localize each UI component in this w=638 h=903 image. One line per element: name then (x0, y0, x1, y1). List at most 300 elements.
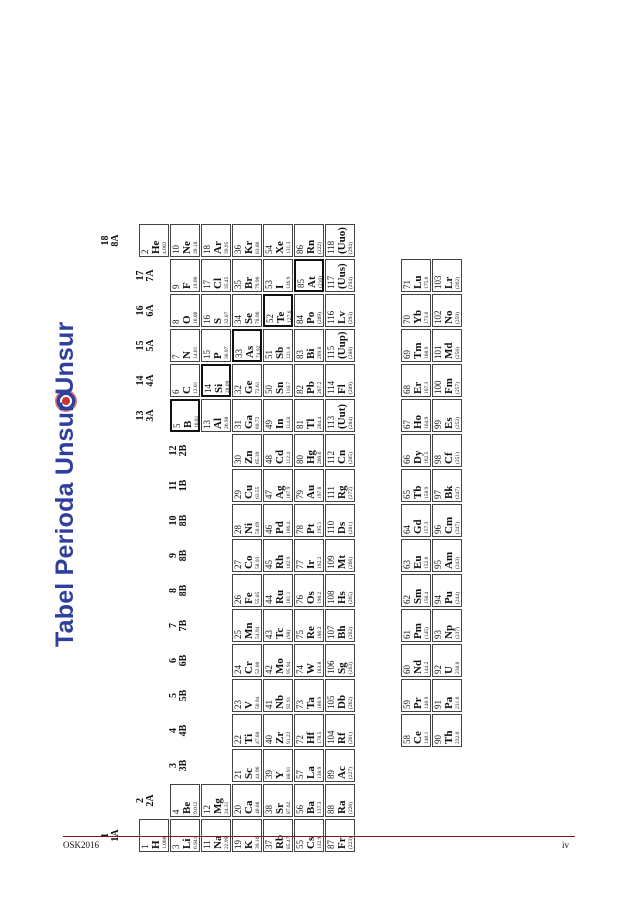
atomic-number: 41 (264, 700, 274, 709)
atomic-number: 118 (326, 240, 336, 254)
element-cell (325, 574, 355, 607)
atomic-mass: 168.9 (423, 346, 430, 359)
element-symbol: Ds (335, 521, 348, 534)
element-symbol: C (180, 386, 193, 394)
atomic-mass: (222) (316, 242, 323, 254)
atomic-mass: 207.2 (316, 381, 323, 394)
element-cell (401, 679, 431, 712)
atomic-mass: (263) (347, 662, 354, 674)
atomic-mass: 121.8 (285, 346, 292, 359)
page-title: Tabel Perioda Unsur Unsur (51, 321, 79, 647)
atomic-number: 77 (295, 560, 305, 569)
element-cell (401, 574, 431, 607)
group-number: 13 (135, 410, 146, 421)
atomic-number: 23 (233, 700, 243, 709)
element-cell (201, 329, 231, 362)
group-header (169, 504, 189, 537)
atomic-number: 75 (295, 630, 305, 639)
atomic-mass: 197.0 (316, 486, 323, 499)
atomic-number: 69 (402, 350, 412, 359)
atomic-mass: 106.4 (285, 521, 292, 534)
group-header (169, 679, 189, 712)
element-symbol: Ce (411, 731, 424, 744)
atomic-mass: 162.5 (423, 451, 430, 464)
atomic-number: 94 (433, 595, 443, 604)
element-symbol: I (273, 284, 286, 289)
atomic-number: 68 (402, 385, 412, 394)
atomic-mass: 180.9 (316, 696, 323, 709)
element-symbol: Ba (304, 801, 317, 814)
atomic-mass: 47.88 (254, 731, 261, 744)
atomic-mass: 140.9 (423, 696, 430, 709)
element-symbol: (Uup) (335, 331, 348, 359)
atomic-number: 106 (326, 660, 336, 674)
atomic-number: 81 (295, 420, 305, 429)
element-cell (232, 749, 262, 782)
atomic-mass: 167.3 (423, 381, 430, 394)
atomic-mass: 72.61 (254, 381, 261, 394)
atomic-mass: (294) (347, 242, 354, 254)
atomic-number: 103 (433, 275, 443, 289)
atomic-mass: 173.0 (423, 311, 430, 324)
atomic-mass: 74.92 (255, 345, 262, 358)
atomic-mass: (261) (347, 732, 354, 744)
element-symbol: Mn (242, 622, 255, 639)
atomic-number: 57 (295, 770, 305, 779)
element-cell (170, 364, 200, 397)
footer-left: OSK2016 (63, 840, 100, 850)
group-header (136, 399, 156, 432)
atomic-number: 86 (295, 245, 305, 254)
element-symbol: Cm (442, 516, 455, 534)
element-cell (325, 504, 355, 537)
atomic-mass: 30.97 (223, 346, 230, 359)
atomic-number: 1 (140, 844, 150, 849)
group-number: 16 (135, 305, 146, 316)
element-cell (432, 469, 462, 502)
element-cell (201, 224, 231, 257)
atomic-mass: 58.69 (254, 521, 261, 534)
atomic-mass: 195.1 (316, 521, 323, 534)
element-cell (201, 784, 231, 817)
element-cell (232, 784, 262, 817)
atomic-mass: 85.47 (285, 836, 292, 849)
element-symbol: N (180, 351, 193, 359)
group-number: 1 (100, 833, 111, 838)
element-cell (294, 364, 324, 397)
group-subtitle: 5A (145, 339, 156, 352)
atomic-mass: (244) (454, 592, 461, 604)
atomic-mass: 178.5 (316, 731, 323, 744)
group-number: 4 (168, 728, 179, 733)
element-cell (294, 749, 324, 782)
element-symbol: Pd (273, 521, 286, 534)
atomic-mass: 26.98 (223, 416, 230, 429)
atomic-number: 31 (233, 420, 243, 429)
element-cell (325, 609, 355, 642)
group-subtitle: 6B (178, 654, 189, 667)
element-symbol: Fl (335, 384, 348, 394)
element-cell (294, 574, 324, 607)
element-symbol: Sr (273, 803, 286, 814)
element-cell (401, 469, 431, 502)
element-symbol: Gd (411, 519, 424, 534)
atomic-number: 89 (326, 770, 336, 779)
atomic-mass: (145) (423, 627, 430, 639)
element-cell (325, 434, 355, 467)
element-symbol: Cu (242, 484, 255, 499)
element-cell (325, 714, 355, 747)
atomic-number: 112 (326, 450, 336, 464)
atomic-mass: 158.9 (423, 486, 430, 499)
element-cell (432, 259, 462, 292)
atomic-number: 16 (202, 315, 212, 324)
element-cell (401, 329, 431, 362)
atomic-number: 110 (326, 520, 336, 534)
element-cell (232, 469, 262, 502)
atomic-number: 79 (295, 490, 305, 499)
group-header (169, 644, 189, 677)
element-symbol: Li (180, 838, 193, 849)
atomic-number: 33 (234, 349, 244, 358)
element-cell (263, 329, 293, 362)
element-cell (294, 469, 324, 502)
atomic-mass: 126.9 (285, 276, 292, 289)
element-symbol: Md (442, 342, 455, 359)
element-symbol: Zr (273, 731, 286, 744)
element-cell (401, 609, 431, 642)
element-cell (294, 679, 324, 712)
atomic-number: 26 (233, 595, 243, 604)
element-symbol: Ge (242, 380, 255, 394)
atomic-number: 84 (295, 315, 305, 324)
element-symbol: Tc (273, 627, 286, 639)
group-number: 5 (168, 693, 179, 698)
atomic-number: 35 (233, 280, 243, 289)
atomic-number: 111 (326, 486, 336, 499)
element-symbol: Po (304, 311, 317, 324)
element-cell (232, 364, 262, 397)
group-number: 6 (168, 658, 179, 663)
element-cell (294, 294, 324, 327)
element-symbol: Nd (411, 659, 424, 674)
atomic-number: 50 (264, 385, 274, 394)
element-cell (325, 469, 355, 502)
atomic-number: 97 (433, 490, 443, 499)
atomic-mass: (243) (454, 557, 461, 569)
atomic-mass: 10.81 (193, 415, 200, 428)
element-cell (432, 294, 462, 327)
element-symbol: Ta (304, 697, 317, 709)
atomic-mass: (289) (347, 382, 354, 394)
element-symbol: Ir (304, 559, 317, 569)
element-cell (170, 294, 200, 327)
element-symbol: Cn (335, 449, 348, 464)
element-cell (325, 679, 355, 712)
element-symbol: In (273, 418, 286, 429)
element-cell (232, 434, 262, 467)
atomic-number: 117 (326, 275, 336, 289)
element-symbol: Nb (273, 694, 286, 709)
atomic-mass: 22.99 (223, 836, 230, 849)
group-number: 7 (168, 623, 179, 628)
atomic-number: 65 (402, 490, 412, 499)
element-symbol: Sm (411, 588, 424, 604)
element-cell (263, 399, 293, 432)
element-cell (294, 399, 324, 432)
element-symbol: He (149, 240, 162, 254)
element-symbol: Ni (242, 523, 255, 534)
group-header (169, 574, 189, 607)
element-cell (401, 539, 431, 572)
element-symbol: Sg (335, 662, 348, 674)
group-number: 15 (135, 340, 146, 351)
group-header (169, 469, 189, 502)
element-cell (263, 784, 293, 817)
atomic-mass: 9.012 (192, 801, 199, 814)
atomic-number: 62 (402, 595, 412, 604)
atomic-number: 38 (264, 805, 274, 814)
atomic-mass: 157.3 (423, 521, 430, 534)
element-cell (263, 609, 293, 642)
element-cell (232, 714, 262, 747)
element-symbol: Np (442, 624, 455, 639)
element-symbol: Dy (411, 450, 424, 464)
atomic-number: 59 (402, 700, 412, 709)
group-header (136, 329, 156, 362)
element-symbol: Er (411, 381, 424, 394)
element-symbol: Os (304, 591, 317, 604)
element-cell (170, 329, 200, 362)
element-cell (294, 644, 324, 677)
element-symbol: Kr (242, 240, 255, 254)
atomic-mass: (285) (347, 452, 354, 464)
element-cell (263, 504, 293, 537)
element-symbol: O (180, 315, 193, 324)
atomic-number: 12 (202, 805, 212, 814)
group-header (136, 294, 156, 327)
atomic-number: 52 (265, 314, 275, 323)
element-cell (201, 399, 231, 432)
atomic-mass: 54.94 (254, 626, 261, 639)
atomic-number: 17 (202, 280, 212, 289)
element-cell (232, 399, 262, 432)
atomic-mass: 190.2 (316, 591, 323, 604)
atomic-mass: 132.9 (316, 836, 323, 849)
group-number: 8 (168, 588, 179, 593)
atomic-number: 83 (295, 350, 305, 359)
element-symbol: Bi (304, 348, 317, 359)
element-symbol: Rh (273, 554, 286, 569)
group-subtitle: 8B (178, 514, 189, 527)
atomic-mass: 200.6 (316, 451, 323, 464)
atomic-mass: 186.2 (316, 626, 323, 639)
element-symbol: Mt (335, 554, 348, 569)
atomic-mass: (247) (454, 487, 461, 499)
element-symbol: Ga (242, 414, 255, 429)
element-cell (263, 644, 293, 677)
footer-page-number: iv (562, 840, 570, 850)
element-symbol: Al (211, 418, 224, 429)
atomic-mass: 63.55 (254, 486, 261, 499)
element-symbol: Ra (335, 800, 348, 814)
element-symbol: Cd (273, 449, 286, 464)
element-cell (432, 364, 462, 397)
atomic-mass: 39.10 (254, 836, 261, 849)
element-cell (294, 329, 324, 362)
atomic-mass: 209.0 (316, 346, 323, 359)
element-cell (401, 294, 431, 327)
group-number: 2 (135, 798, 146, 803)
atomic-number: 102 (433, 310, 443, 324)
element-cell (325, 539, 355, 572)
atomic-number: 113 (326, 415, 336, 429)
atomic-number: 95 (433, 560, 443, 569)
atomic-number: 34 (233, 315, 243, 324)
element-cell (294, 259, 324, 292)
atomic-mass: (262) (347, 697, 354, 709)
atomic-number: 32 (233, 385, 243, 394)
atomic-mass: 88.91 (285, 766, 292, 779)
element-symbol: U (442, 666, 455, 674)
element-cell (201, 294, 231, 327)
group-subtitle: 4B (178, 724, 189, 737)
atomic-mass: 50.94 (254, 696, 261, 709)
atomic-number: 21 (233, 770, 243, 779)
atomic-mass: 102.9 (285, 556, 292, 569)
element-symbol: Lu (411, 275, 424, 289)
atomic-number: 53 (264, 280, 274, 289)
atomic-mass: 4.003 (161, 241, 168, 254)
atomic-number: 49 (264, 420, 274, 429)
atomic-number: 27 (233, 560, 243, 569)
element-symbol: V (242, 701, 255, 709)
atomic-number: 43 (264, 630, 274, 639)
atomic-mass: (252) (454, 417, 461, 429)
atomic-mass: (262) (347, 627, 354, 639)
element-cell (263, 539, 293, 572)
element-symbol: (Uus) (335, 263, 348, 289)
element-cell (325, 259, 355, 292)
atomic-number: 71 (402, 280, 412, 289)
atomic-number: 25 (233, 630, 243, 639)
element-cell (325, 294, 355, 327)
element-cell (263, 469, 293, 502)
element-symbol: Tm (411, 342, 424, 359)
atomic-mass: 164.9 (423, 416, 430, 429)
element-cell (232, 259, 262, 292)
atomic-number: 7 (171, 354, 181, 359)
atomic-number: 4 (171, 809, 181, 814)
element-cell (401, 434, 431, 467)
element-cell (294, 224, 324, 257)
atomic-mass: 39.95 (223, 241, 230, 254)
atomic-mass: 150.4 (423, 591, 430, 604)
element-symbol: Ti (242, 733, 255, 744)
element-symbol: Lr (442, 276, 455, 289)
element-symbol: Ar (211, 241, 224, 254)
atomic-number: 47 (264, 490, 274, 499)
group-header (136, 364, 156, 397)
atomic-number: 90 (433, 735, 443, 744)
atomic-number: 15 (202, 350, 212, 359)
atomic-number: 73 (295, 700, 305, 709)
atomic-number: 116 (326, 310, 336, 324)
element-symbol: Ac (335, 766, 348, 779)
atomic-mass: 20.18 (192, 241, 199, 254)
atomic-number: 44 (264, 595, 274, 604)
element-cell (201, 259, 231, 292)
element-symbol: Pr (411, 697, 424, 709)
element-symbol: Br (242, 276, 255, 289)
element-cell (294, 714, 324, 747)
atomic-mass: (259) (454, 312, 461, 324)
element-symbol: Bk (442, 485, 455, 499)
element-cell (263, 434, 293, 467)
element-symbol: Na (211, 835, 224, 849)
element-symbol: Hf (304, 731, 317, 744)
periodic-table-page (51, 92, 571, 852)
atomic-mass: 144.2 (423, 661, 430, 674)
atomic-number: 93 (433, 630, 443, 639)
element-symbol: Cf (442, 452, 455, 464)
element-cell (432, 644, 462, 677)
element-cell (294, 784, 324, 817)
atomic-mass: (272) (347, 487, 354, 499)
group-subtitle: 2B (178, 444, 189, 457)
group-number: 17 (135, 270, 146, 281)
atomic-number: 98 (433, 455, 443, 464)
atomic-number: 58 (402, 735, 412, 744)
element-symbol: Eu (411, 555, 424, 569)
atomic-mass: 19.00 (192, 276, 199, 289)
element-symbol: H (149, 840, 162, 849)
atomic-number: 29 (233, 490, 243, 499)
atomic-number: 5 (172, 423, 182, 428)
element-symbol: Hg (304, 449, 317, 464)
group-subtitle: 8A (110, 234, 121, 247)
atomic-mass: (257) (454, 382, 461, 394)
element-cell (325, 329, 355, 362)
group-number: 11 (168, 480, 179, 491)
atomic-number: 54 (264, 245, 274, 254)
atomic-mass: 14.01 (192, 346, 199, 359)
atomic-number: 6 (171, 389, 181, 394)
element-symbol: Pa (442, 696, 455, 709)
atomic-mass: 140.1 (423, 731, 430, 744)
atomic-number: 42 (264, 665, 274, 674)
group-subtitle: 8B (178, 549, 189, 562)
atomic-number: 28 (233, 525, 243, 534)
element-symbol: Ca (242, 800, 255, 814)
element-symbol: Hs (335, 591, 348, 604)
element-cell (432, 609, 462, 642)
atomic-number: 70 (402, 315, 412, 324)
group-number: 10 (168, 515, 179, 526)
atomic-mass: (258) (454, 347, 461, 359)
atomic-number: 63 (402, 560, 412, 569)
group-header (169, 434, 189, 467)
atomic-number: 82 (295, 385, 305, 394)
atomic-number: 19 (233, 840, 243, 849)
element-cell (263, 714, 293, 747)
element-cell (263, 364, 293, 397)
atomic-number: 13 (202, 420, 212, 429)
atomic-mass: (284) (347, 417, 354, 429)
element-cell (170, 784, 200, 817)
atomic-mass: 65.39 (254, 451, 261, 464)
element-symbol: Tb (411, 485, 424, 499)
